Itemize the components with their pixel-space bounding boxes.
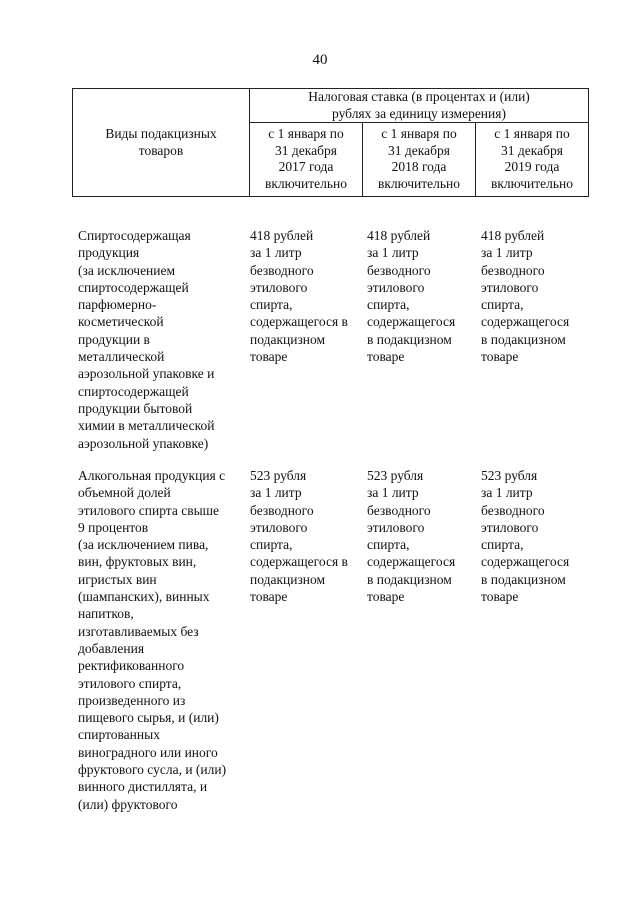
period-2019-header: с 1 января по 31 декабря 2019 года включительно (476, 123, 589, 197)
tax-rate-header: Налоговая ставка (в процентах и (или) рублях за единицу измерения) (250, 89, 589, 123)
page-number: 40 (312, 52, 328, 68)
goods-description: Алкогольная продукция с объемной долей этилового спирта свыше 9 процентов (за исключением пива, вин, фруктовых вин, игристых вин (шампанских), винных напитков, изготавливаемых без добавления ректификованного этилового спирта, произведенного из пищевого сырья, и (или) спиртованных виноградного или иного фруктового сусла, и (или) винного дистиллята, и (или) фруктового (78, 468, 227, 812)
rate-2019: 523 рубля за 1 литр безводного этилового спирта, содержащегося в подакцизном товаре (481, 468, 570, 605)
rate-2018: 418 рублей за 1 литр безводного этилового спирта, содержащегося в подакцизном товаре (367, 228, 456, 365)
period-2018-header: с 1 января по 31 декабря 2018 года включительно (363, 123, 476, 197)
goods-description: Спиртосодержащая продукция (за исключением спиртосодержащей парфюмерно- косметической продукции в металлической аэрозольной упаковке и спиртосодержащей продукции бытовой химии в металлической аэрозольной упаковке) (78, 228, 215, 451)
rate-2019: 418 рублей за 1 литр безводного этилового спирта, содержащегося в подакцизном товаре (481, 228, 570, 365)
tax-table-header (72, 88, 589, 197)
goods-column-header: Виды подакцизных товаров (73, 89, 250, 197)
period-2017-header: с 1 января по 31 декабря 2017 года включительно (250, 123, 363, 197)
rate-2018: 523 рубля за 1 литр безводного этилового спирта, содержащегося в подакцизном товаре (367, 468, 456, 605)
rate-2017: 523 рубля за 1 литр безводного этилового спирта, содержащегося в подакцизном товаре (250, 468, 348, 605)
rate-2017: 418 рублей за 1 литр безводного этилового спирта, содержащегося в подакцизном товаре (250, 228, 348, 365)
